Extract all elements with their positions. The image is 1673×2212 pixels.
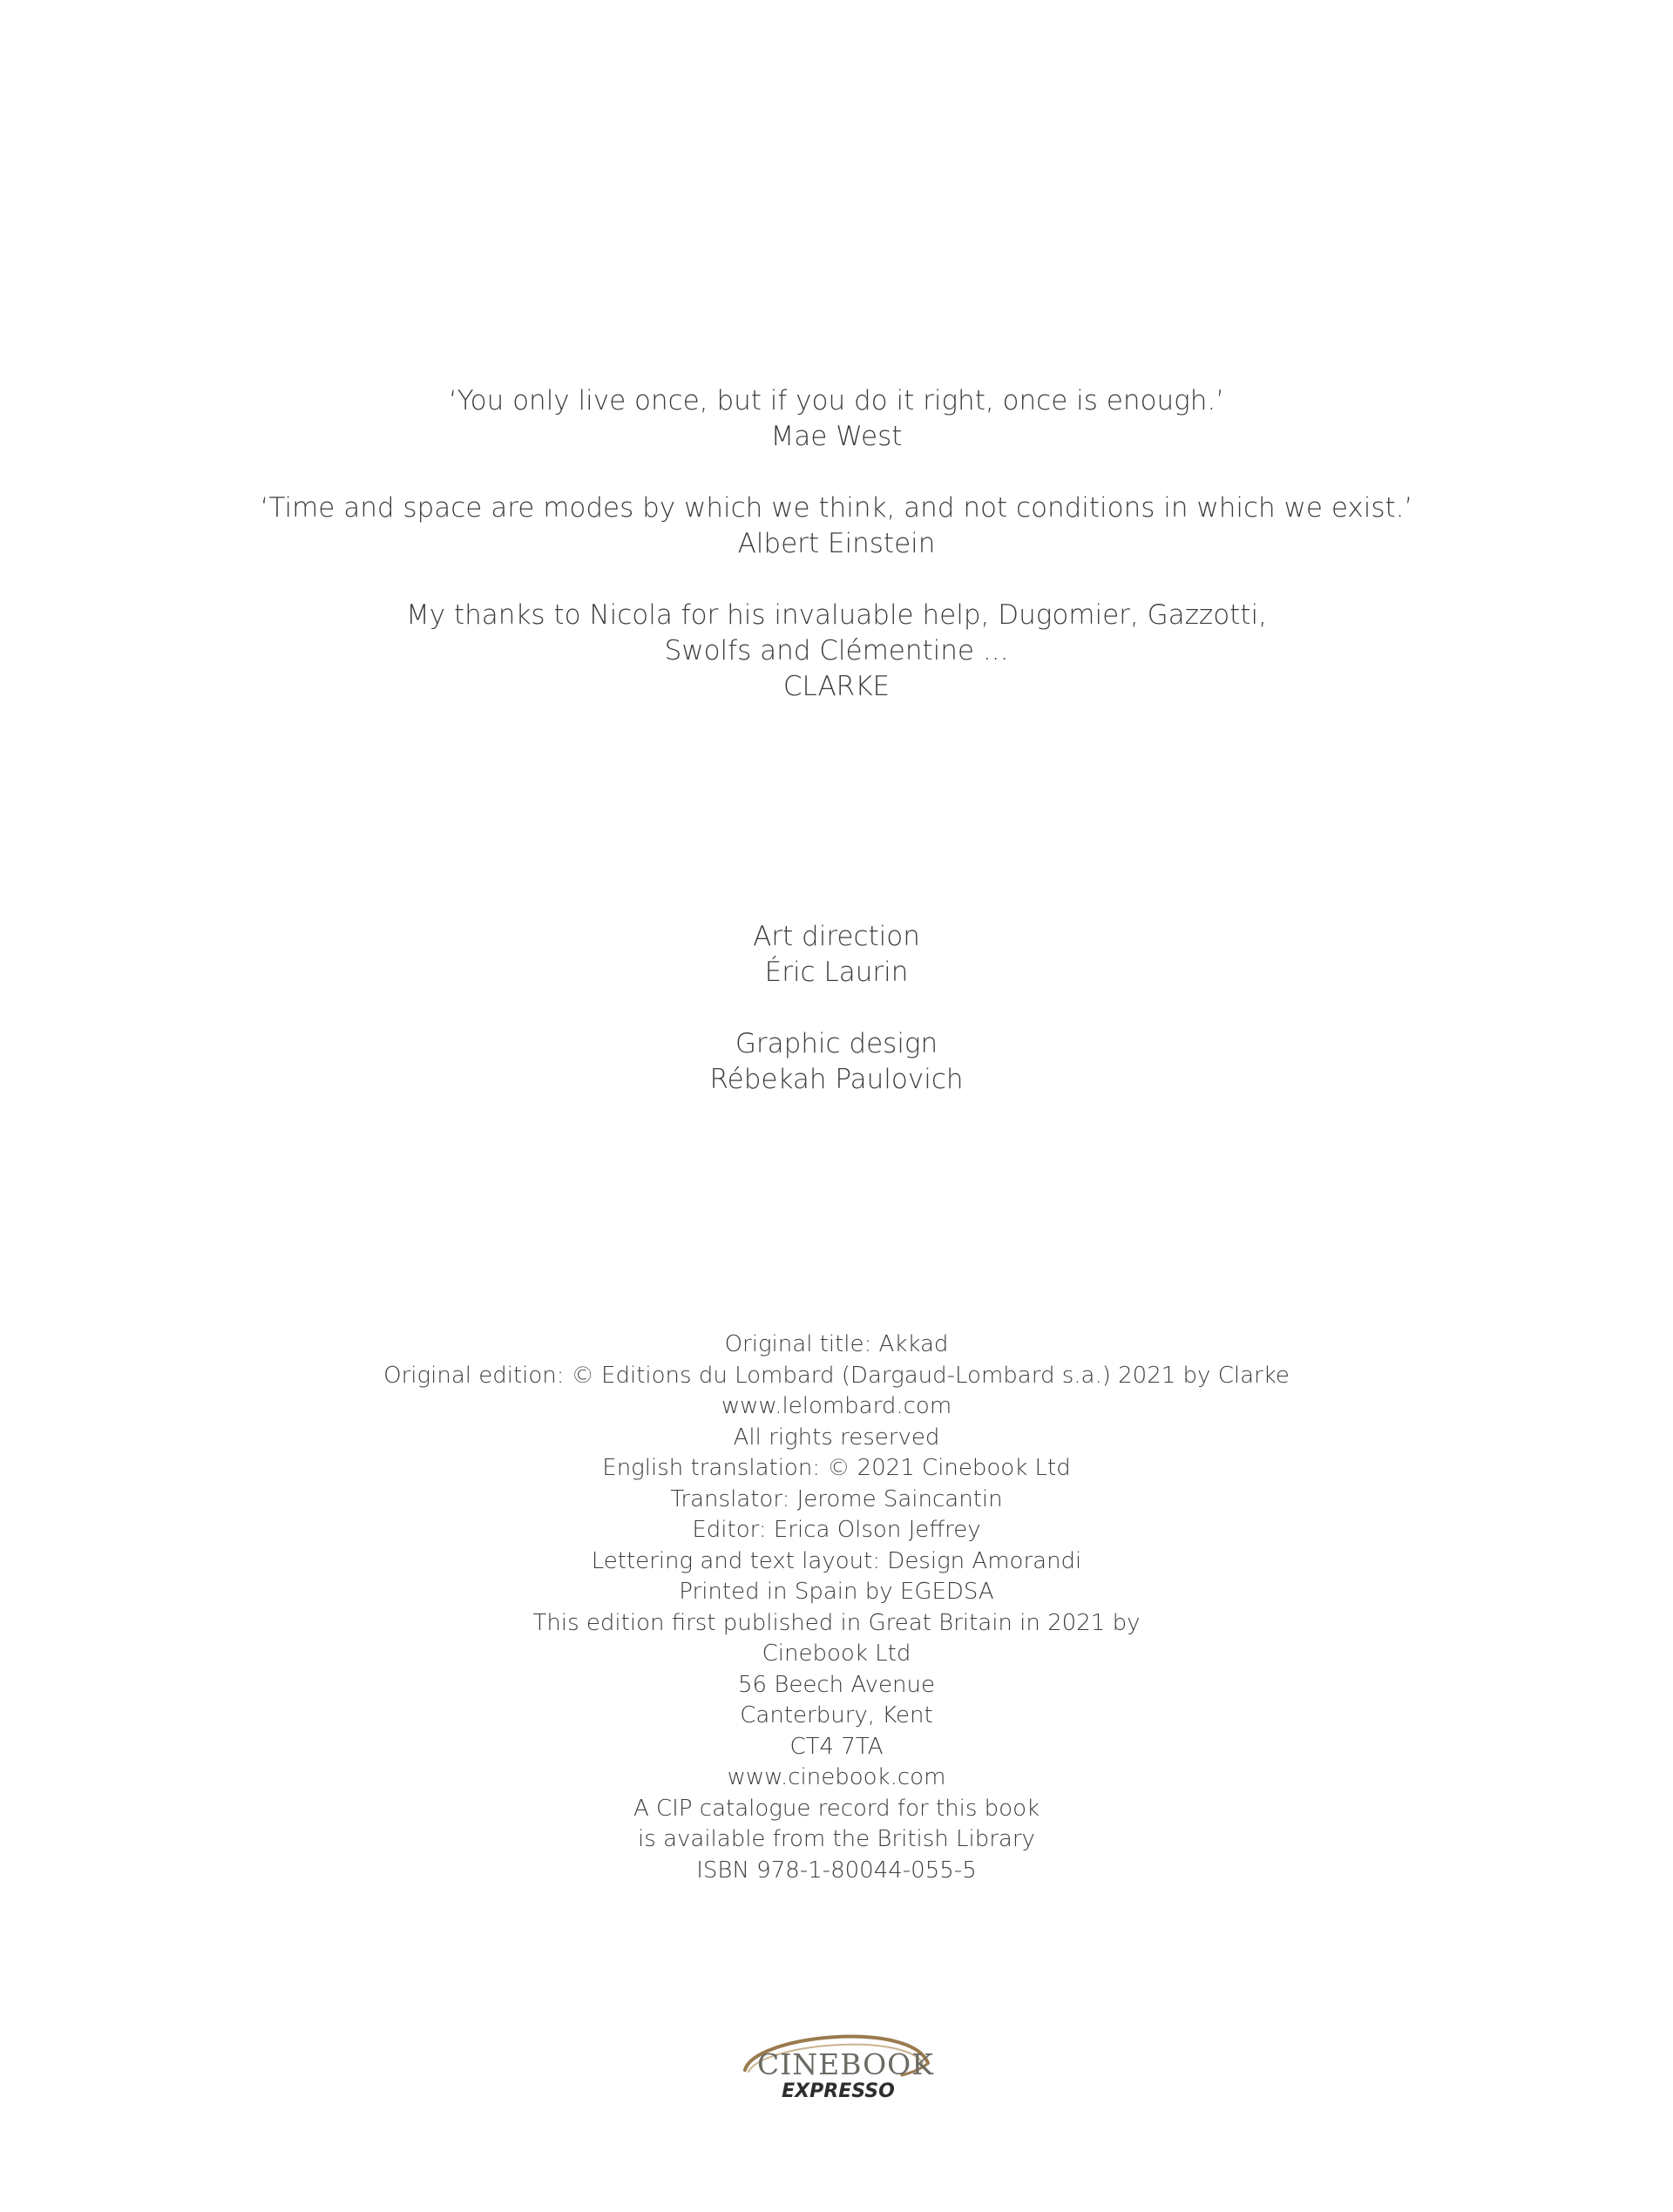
legal-line: All rights reserved bbox=[733, 1424, 940, 1451]
legal-line: Translator: Jerome Saincantin bbox=[670, 1485, 1003, 1512]
logo-subtitle: EXPRESSO bbox=[782, 2080, 895, 2102]
spacer bbox=[0, 991, 1673, 1026]
quote-author-mae-west: Mae West bbox=[770, 421, 903, 452]
art-direction-label: Art direction bbox=[753, 921, 920, 952]
spacer bbox=[0, 562, 1673, 598]
legal-line: Printed in Spain by EGEDSA bbox=[679, 1579, 994, 1605]
legal-line: This edition first published in Great Britain in 2021 by bbox=[532, 1609, 1141, 1636]
legal-line: is available from the British Library bbox=[638, 1826, 1035, 1852]
quote-author-einstein: Albert Einstein bbox=[737, 528, 936, 559]
legal-line: Lettering and text layout: Design Amorandi bbox=[591, 1547, 1082, 1574]
legal-line: www.cinebook.com bbox=[727, 1764, 946, 1790]
legal-line: English translation: © 2021 Cinebook Ltd bbox=[602, 1455, 1071, 1481]
epigraph-section bbox=[0, 383, 1673, 705]
thanks-line-1: My thanks to Nicola for his invaluable help, Dugomier, Gazzotti, bbox=[406, 599, 1267, 631]
legal-line: Original title: Akkad bbox=[724, 1331, 949, 1357]
legal-line: 56 Beech Avenue bbox=[737, 1671, 935, 1698]
legal-line: CT4 7TA bbox=[789, 1733, 884, 1760]
art-direction-name: Éric Laurin bbox=[764, 957, 909, 988]
legal-line: Cinebook Ltd bbox=[762, 1640, 911, 1667]
legal-line: Canterbury, Kent bbox=[740, 1702, 933, 1728]
spacer bbox=[0, 455, 1673, 490]
quote-mae-west: ‘You only live once, but if you do it right, once is enough.’ bbox=[448, 385, 1225, 416]
graphic-design-label: Graphic design bbox=[735, 1028, 938, 1059]
legal-line: www.lelombard.com bbox=[721, 1393, 952, 1419]
quote-einstein: ‘Time and space are modes by which we think, and not conditions in which we exist.’ bbox=[260, 492, 1413, 524]
legal-line: ISBN 978-1-80044-055-5 bbox=[696, 1857, 977, 1884]
author-signature: CLARKE bbox=[782, 671, 891, 702]
credits-section bbox=[0, 919, 1673, 1098]
cinebook-expresso-logo bbox=[736, 2019, 937, 2107]
graphic-design-name: Rébekah Paulovich bbox=[709, 1064, 964, 1095]
thanks-line-2: Swolfs and Clémentine ... bbox=[664, 635, 1009, 666]
logo-wordmark: CINEBOOK bbox=[757, 2047, 934, 2081]
legal-notice bbox=[0, 1329, 1673, 1886]
legal-line: A CIP catalogue record for this book bbox=[633, 1795, 1040, 1822]
legal-line: Original edition: © Editions du Lombard (Dargaud-Lombard s.a.) 2021 by Clarke bbox=[383, 1362, 1290, 1389]
legal-line: Editor: Erica Olson Jeffrey bbox=[692, 1517, 981, 1543]
